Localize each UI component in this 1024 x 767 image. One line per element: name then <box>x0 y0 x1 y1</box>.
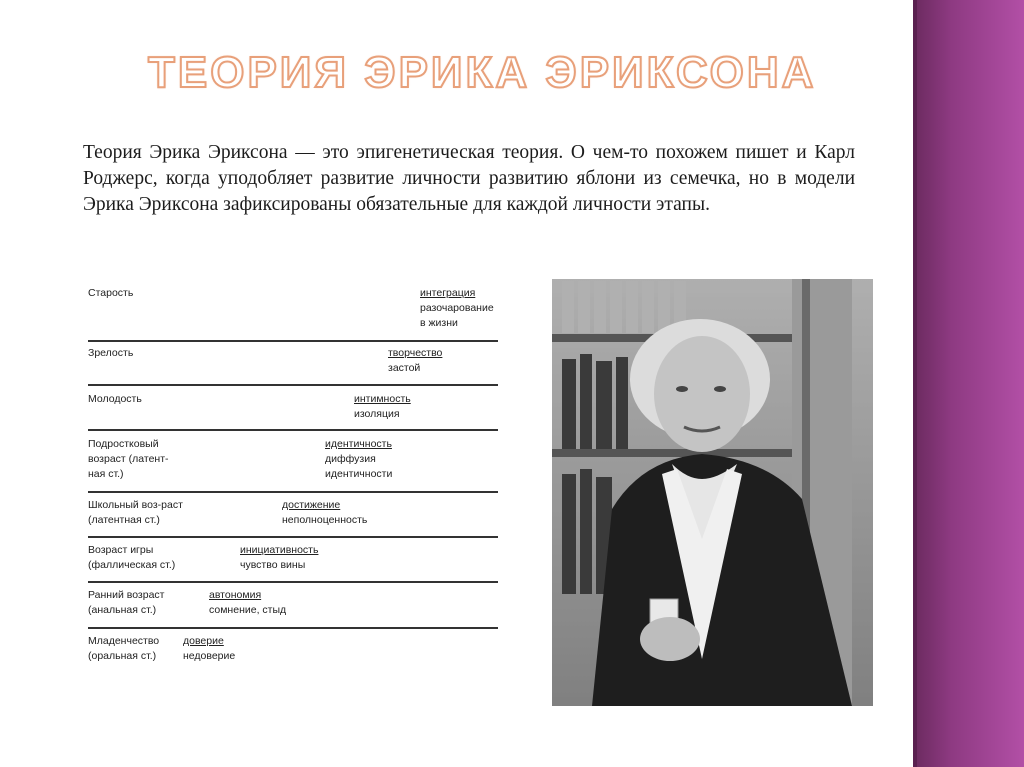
positive-outcome: достижение <box>282 499 341 511</box>
stage-name: Школьный воз-раст (латентная ст.) <box>88 499 183 526</box>
positive-outcome: интеграция <box>420 287 476 299</box>
positive-outcome: инициативность <box>240 544 319 556</box>
stage-divider <box>88 491 498 493</box>
stage-name: Младенчество (оральная ст.) <box>88 635 160 662</box>
positive-outcome: доверие <box>183 635 224 647</box>
stage-virtue <box>325 437 405 482</box>
slide-title: ТЕОРИЯ ЭРИКА ЭРИКСОНА <box>148 48 817 97</box>
negative-outcome: чувство вины <box>240 559 306 571</box>
positive-outcome: творчество <box>388 347 443 359</box>
portrait-photo <box>552 279 873 706</box>
stage-virtue <box>183 634 235 664</box>
negative-outcome: недоверие <box>183 650 236 662</box>
negative-outcome: разочарование в жизни <box>420 302 494 329</box>
negative-outcome: изоляция <box>354 408 400 420</box>
stage-divider <box>88 429 498 431</box>
stage-virtue <box>354 392 411 422</box>
negative-outcome: сомнение, стыд <box>209 604 287 616</box>
stage-virtue <box>209 588 286 618</box>
portrait-photo-icon <box>552 279 873 706</box>
stage-virtue <box>240 543 318 573</box>
band-edge <box>913 0 917 767</box>
stage-divider <box>88 581 498 583</box>
stage-divider <box>88 627 498 629</box>
positive-outcome: идентичность <box>325 438 392 450</box>
intro-paragraph: Теория Эрика Эриксона — это эпигенетическая теория. О чем-то похожем пишет и Карл Роджерс, когда уподобляет развитие личности развитию яблони из семечка, но в модели Эрика Эриксона зафиксированы обязательные для каждой личности этапы. <box>83 142 855 215</box>
stage-name: Ранний возраст (анальная ст.) <box>88 589 165 616</box>
stage-name: Подростковый возраст (латент-ная ст.) <box>88 438 169 480</box>
positive-outcome: автономия <box>209 589 262 601</box>
negative-outcome: застой <box>388 362 421 374</box>
stage-virtue <box>420 286 500 331</box>
stage-name: Зрелость <box>88 347 134 359</box>
erikson-stages-diagram <box>88 282 498 672</box>
negative-outcome: диффузия идентичности <box>325 453 393 480</box>
stage-name: Старость <box>88 287 134 299</box>
stage-name: Молодость <box>88 393 142 405</box>
decorative-side-band <box>913 0 1024 767</box>
positive-outcome: интимность <box>354 393 411 405</box>
stage-name: Возраст игры (фаллическая ст.) <box>88 544 176 571</box>
stage-divider <box>88 384 498 386</box>
stage-divider <box>88 340 498 342</box>
negative-outcome: неполноценность <box>282 514 368 526</box>
stage-virtue <box>282 498 367 528</box>
stage-virtue <box>388 346 442 376</box>
stage-divider <box>88 536 498 538</box>
